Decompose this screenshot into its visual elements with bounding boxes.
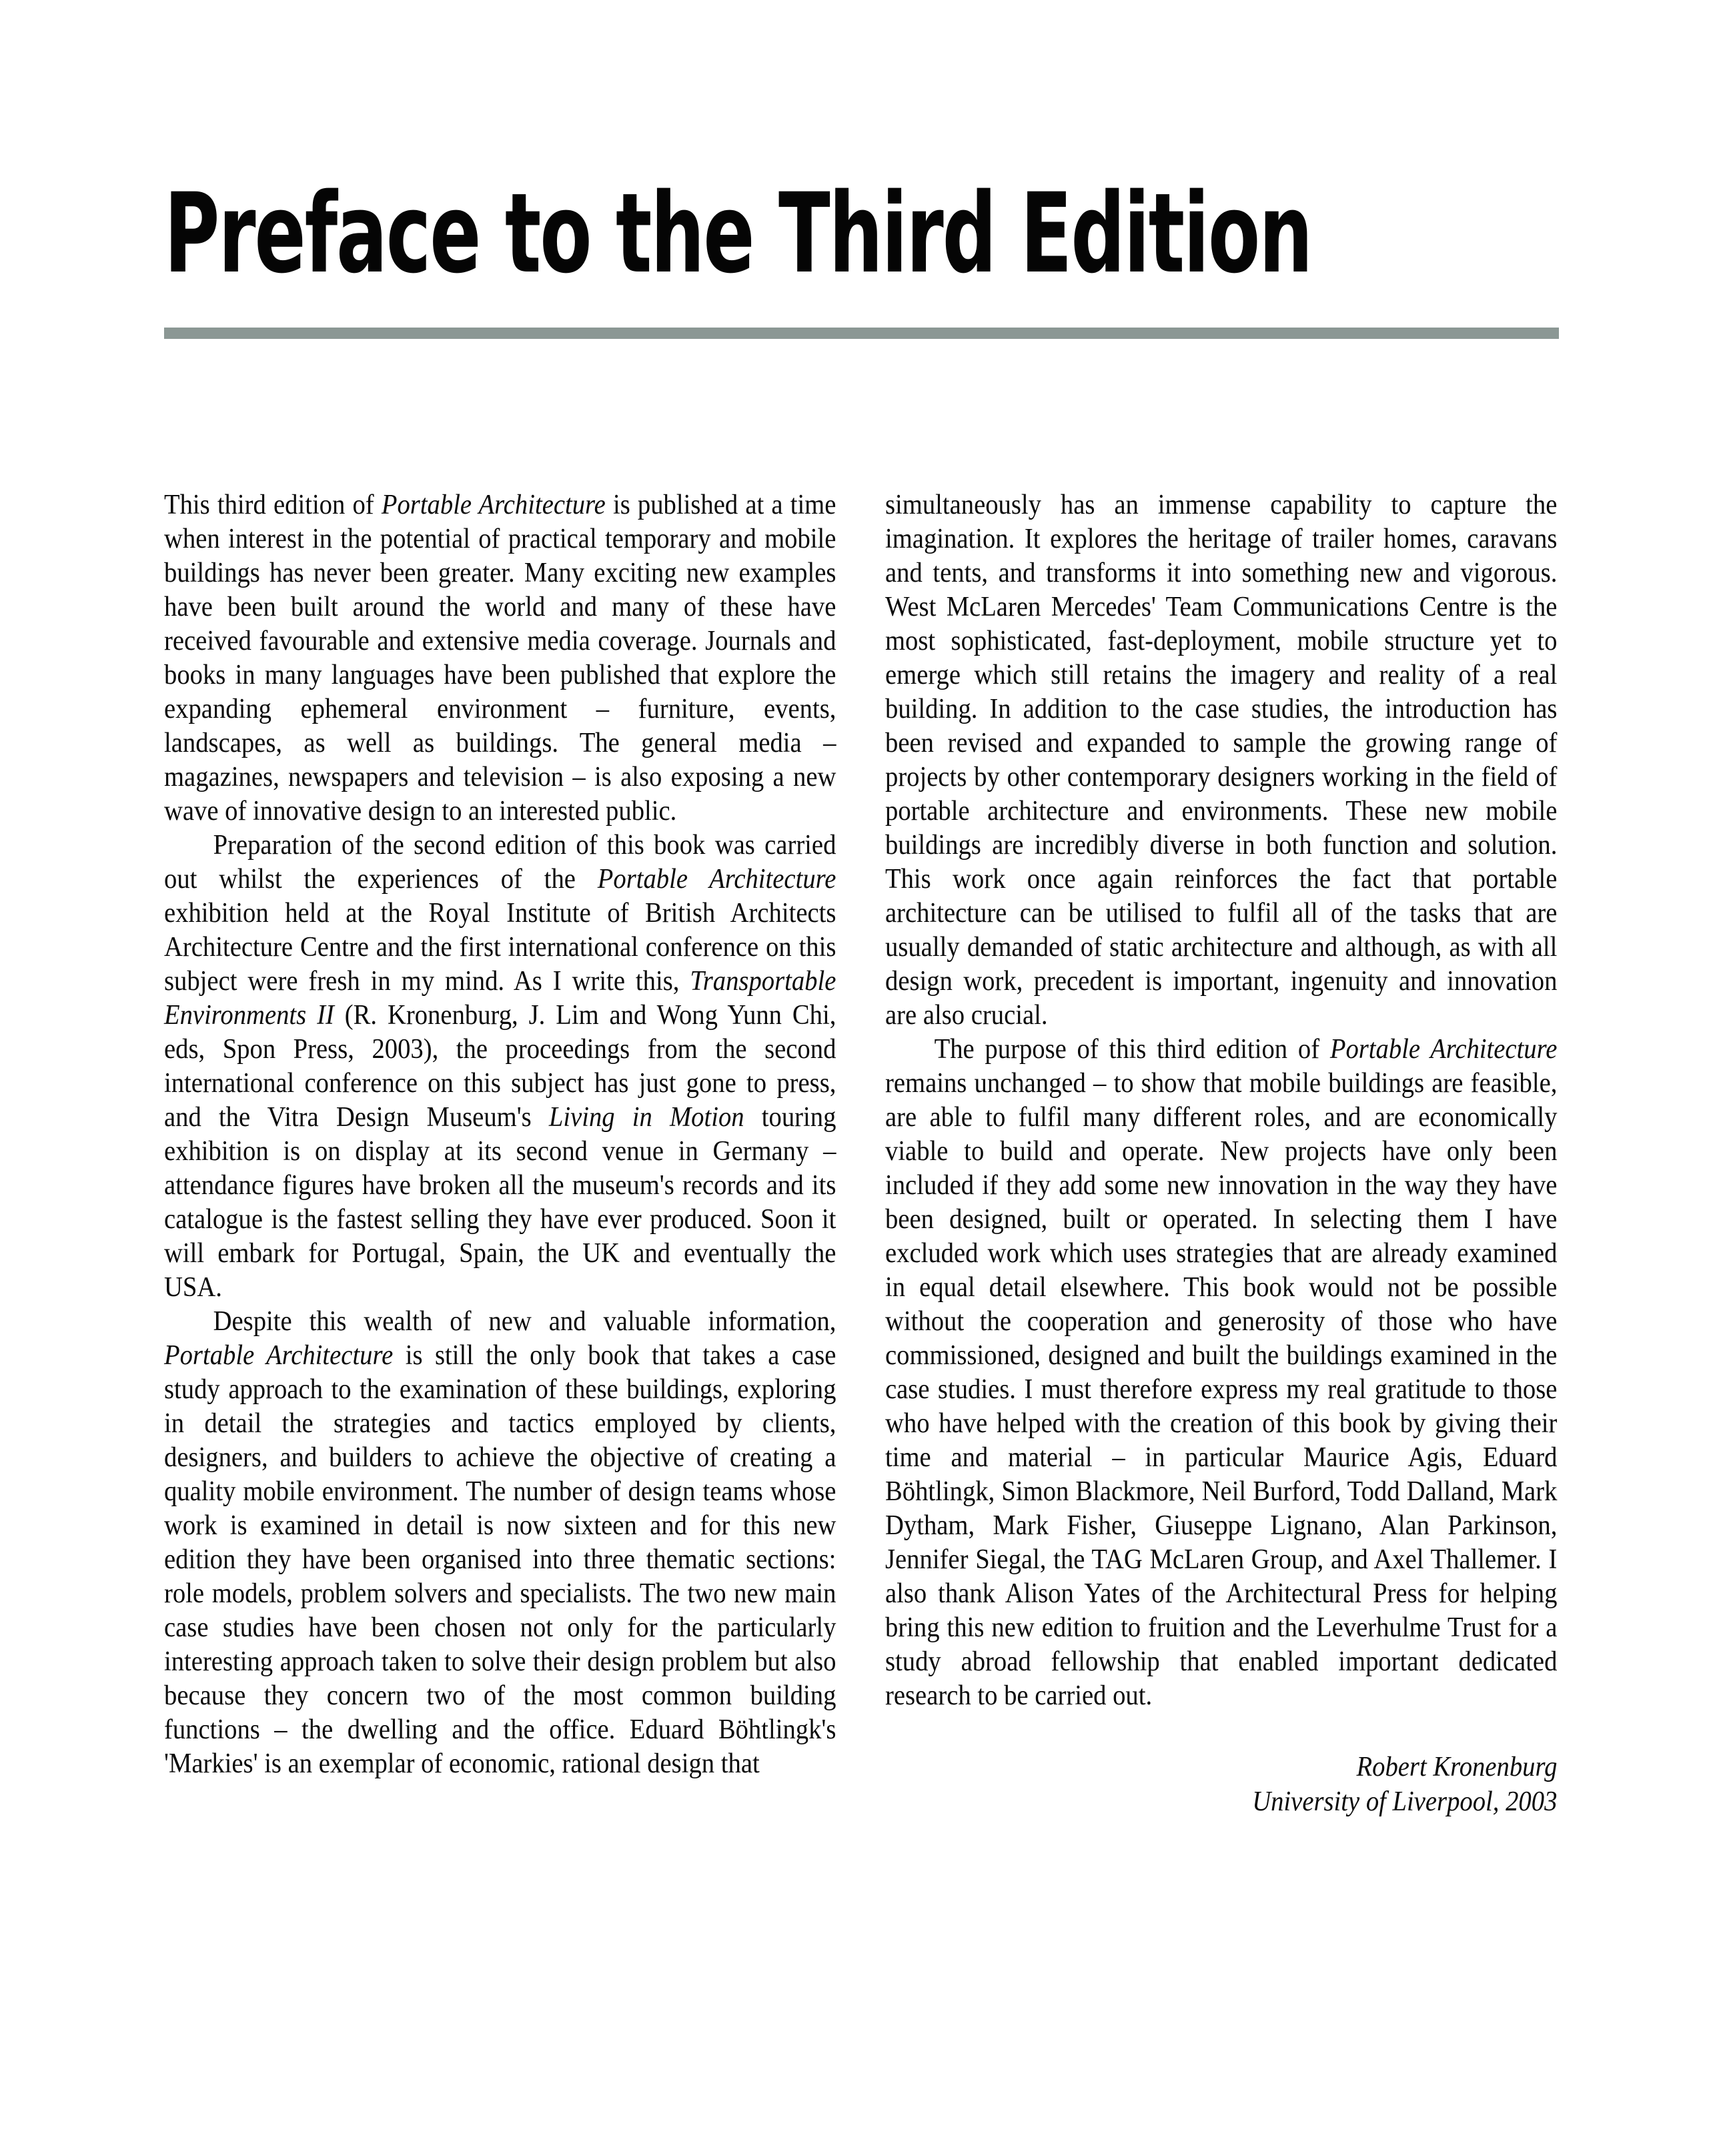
italic-text-segment: Portable Architecture [164,1340,394,1371]
title-divider-rule [164,328,1559,339]
right-column-paragraphs [885,488,1557,1713]
page-title [164,169,1557,298]
paragraph [164,829,836,1305]
text-segment: This third edition of [164,490,382,520]
text-segment: Despite this wealth of new and valuable information, [213,1306,836,1337]
italic-text-segment: Portable Architecture [597,864,836,895]
text-segment: touring exhibition is on display at its second venue in Germany – attendance figures have broken all the museum's records and its catalogue is the fastest selling they have ever produced. Soon it will embark for Portugal, Spain, the UK and eventually the USA. [164,1102,836,1303]
text-segment: is still the only book that takes a case study approach to the examination of these buildings, exploring in detail the strategies and tactics employed by clients, designers, and builders to achieve the objective of creating a quality mobile environment. The number of design teams whose work is examined in detail is now sixteen and for this new edition they have been organised into three thematic sections: role models, problem solvers and specialists. The two new main case studies have been chosen not only for the particularly interesting approach taken to solve their design problem but also because they concern two of the most common building functions – the dwelling and the office. Eduard Böhtlingk's 'Markies' is an exemplar of economic, rational design that [164,1340,836,1779]
signature-block [885,1750,1557,1819]
left-column [164,488,836,1781]
right-column [885,488,1557,1819]
paragraph [885,1033,1557,1713]
italic-text-segment: Transportable Environments II [164,966,836,1031]
text-segment: The purpose of this third edition of [934,1034,1330,1065]
text-segment: (R. Kronenburg, J. Lim and Wong Yunn Chi, eds, Spon Press, 2003), the proceedings from the second international conference on this subject has just gone to press, and the Vitra Design Museum's [164,1000,836,1133]
italic-text-segment: Living in Motion [548,1102,744,1133]
text-segment: remains unchanged – to show that mobile buildings are feasible, are able to fulfil many different roles, and are economically viable to build and operate. New projects have only been included if they add some new innovation in the way they have been designed, built or operated. In selecting them I have excluded work which uses strategies that are already examined in equal detail elsewhere. This book would not be possible without the cooperation and generosity of those who have commissioned, designed and built the buildings examined in the case studies. I must therefore express my real gratitude to those who have helped with the creation of this book by giving their time and material – in particular Maurice Agis, Eduard Böhtlingk, Simon Blackmore, Neil Burford, Todd Dalland, Mark Dytham, Mark Fisher, Giuseppe Lignano, Alan Parkinson, Jennifer Siegal, the TAG McLaren Group, and Axel Thallemer. I also thank Alison Yates of the Architectural Press for helping bring this new edition to fruition and the Leverhulme Trust for a study abroad fellowship that enabled important dedicated research to be carried out. [885,1068,1558,1711]
left-column-paragraphs [164,488,836,1781]
signature-affiliation: University of Liverpool, 2003 [1252,1786,1558,1817]
paragraph [164,488,836,829]
italic-text-segment: Portable Architecture [1329,1034,1558,1065]
text-segment: simultaneously has an immense capability to capture the imagination. It explores the heritage of trailer homes, caravans and tents, and transforms it into something new and vigorous. West McLaren Mercedes' Team Communications Centre is the most sophisticated, fast-deployment, mobile structure yet to emerge which still retains the imagery and reality of a real building. In addition to the case studies, the introduction has been revised and expanded to sample the growing range of projects by other contemporary designers working in the field of portable architecture and environments. These new mobile buildings are incredibly diverse in both function and solution. This work once again reinforces the fact that portable architecture can be utilised to fulfil all of the tasks that are usually demanded of static architecture and although, as with all design work, precedent is important, ingenuity and innovation are also crucial. [885,490,1558,1031]
italic-text-segment: Portable Architecture [381,490,606,520]
paragraph [164,1305,836,1781]
text-segment: is published at a time when interest in the potential of practical temporary and mobile buildings has never been greater. Many exciting new examples have been built around the world and many of these have received favourable and extensive media coverage. Journals and books in many languages have been published that explore the expanding ephemeral environment – furniture, events, landscapes, as well as buildings. The general media – magazines, newspapers and television – is also exposing a new wave of innovative design to an interested public. [164,490,836,827]
text-segment: Preparation of the second edition of this book was carried out whilst the experiences of the [164,830,836,895]
page-title-text: Preface to the Third Edition [164,169,1312,298]
paragraph [885,488,1557,1033]
text-columns [164,488,1557,2136]
text-segment: exhibition held at the Royal Institute of British Architects Architecture Centre and the first international conference on this subject were fresh in my mind. As I write this, [164,898,836,997]
signature-author: Robert Kronenburg [1356,1752,1558,1782]
